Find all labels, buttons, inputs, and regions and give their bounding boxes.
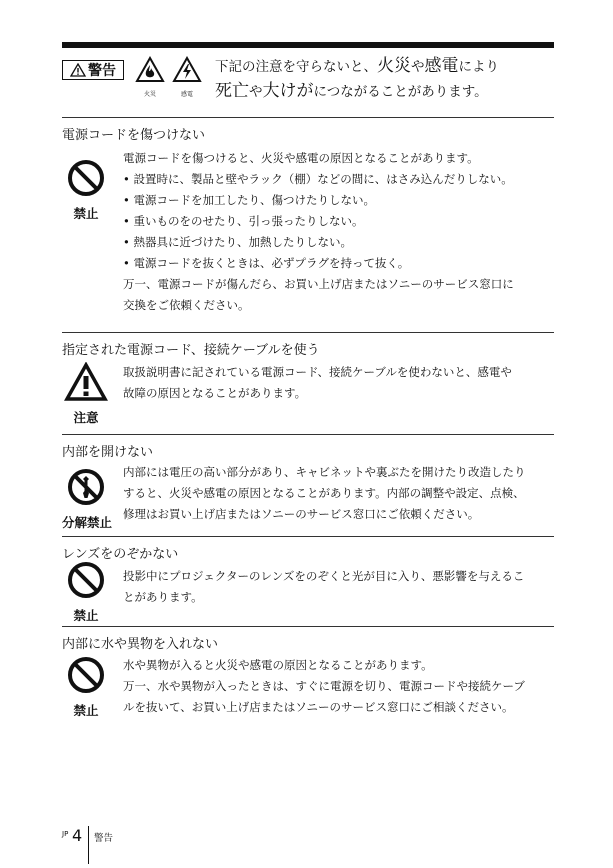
caution-symbol [62,362,110,426]
bullet-item: • 熱器具に近づけたり、加熱したりしない。 [123,232,551,253]
fire-hazard-symbol [133,56,167,98]
body-line: すると、火災や感電の原因となることがあります。内部の調整や設定、点検、 [123,486,525,500]
section-body [123,655,551,718]
warning-intro [215,54,555,104]
footer-section-name: 警告 [94,833,114,844]
body-line: 修理はお買い上げ店またはソニーのサービス窓口にご依頼ください。 [123,507,480,521]
prohibition-icon [66,655,106,695]
language-code: JP [62,830,69,838]
body-line: 内部には電圧の高い部分があり、キャビネットや裏ぶたを開けたり改造したり [123,465,526,479]
prohibition-icon [66,560,106,600]
body-line: 万一、電源コードが傷んだら、お買い上げ店またはソニーのサービス窓口に [123,277,514,291]
warning-label-box [62,60,124,80]
section-title: レンズをのぞかない [62,547,179,562]
intro-text-a: 下記の注意を守らないと、 [215,59,377,75]
bullet-item: • 設置時に、製品と壁やラック（棚）などの間に、はさみ込んだりしない。 [123,169,551,190]
top-rule [62,42,554,48]
body-line: 水や異物が入ると火災や感電の原因となることがあります。 [123,658,433,672]
fire-hazard-icon [135,56,165,83]
warning-label: 警告 [88,63,116,79]
intro-text-f: 死亡 [215,81,249,101]
intro-text-g: や [249,84,263,100]
body-line: 万一、水や異物が入ったときは、すぐに電源を切り、電源コードや接続ケーブ [123,679,525,693]
prohibition-symbol [62,655,110,719]
shock-hazard-caption: 感電 [180,91,193,98]
symbol-label: 禁止 [73,608,99,623]
symbol-label: 分解禁止 [62,515,113,530]
fire-hazard-caption: 火災 [143,91,156,98]
intro-text-d: 感電 [424,56,459,76]
intro-text-h: 大けが [262,81,314,101]
section-body [123,462,551,525]
section-body [123,148,551,316]
intro-text-e: により [458,59,499,75]
electric-shock-icon [172,56,202,83]
body-line: とがあります。 [123,590,203,604]
warning-triangle-icon [70,63,86,77]
body-line: 故障の原因となることがあります。 [123,386,307,400]
prohibition-icon [66,158,106,198]
section-title: 内部を開けない [62,445,154,460]
section-divider [62,536,554,537]
section-title: 内部に水や異物を入れない [62,637,219,652]
prohibition-symbol [62,158,110,222]
footer-divider [88,826,89,864]
section-title: 電源コードを傷つけない [62,128,206,143]
body-line: ルを抜いて、お買い上げ店またはソニーのサービス窓口にご相談ください。 [123,700,514,714]
section-divider [62,434,554,435]
symbol-label: 注意 [73,410,99,425]
page-number: 4 [72,826,83,845]
body-line: 取扱説明書に記されている電源コード、接続ケーブルを使わないと、感電や [123,365,512,379]
shock-hazard-symbol [170,56,204,98]
section-divider [62,117,554,118]
prohibition-symbol [62,560,110,624]
intro-text-c: や [411,59,425,75]
section-divider [62,332,554,333]
caution-exclamation-icon [64,362,108,402]
body-line: 電源コードを傷つけると、火災や感電の原因となることがあります。 [123,151,479,165]
bullet-item: • 電源コードを加工したり、傷つけたりしない。 [123,190,551,211]
body-line: 交換をご依頼ください。 [123,298,250,312]
intro-text-b: 火災 [377,56,411,76]
disassembly-prohibited-symbol [62,467,113,531]
intro-text-i: につながることがあります。 [313,84,488,100]
section-divider [62,626,554,627]
section-title: 指定された電源コード、接続ケーブルを使う [62,343,320,358]
bullet-item: • 電源コードを抜くときは、必ずプラグを持って抜く。 [123,253,551,274]
section-body [123,566,551,608]
bullet-item: • 重いものをのせたり、引っ張ったりしない。 [123,211,551,232]
symbol-label: 禁止 [73,703,99,718]
symbol-label: 禁止 [73,206,99,221]
section-body [123,362,551,404]
body-line: 投影中にプロジェクターのレンズをのぞくと光が目に入り、悪影響を与えるこ [123,569,525,583]
no-disassembly-icon [66,467,106,507]
